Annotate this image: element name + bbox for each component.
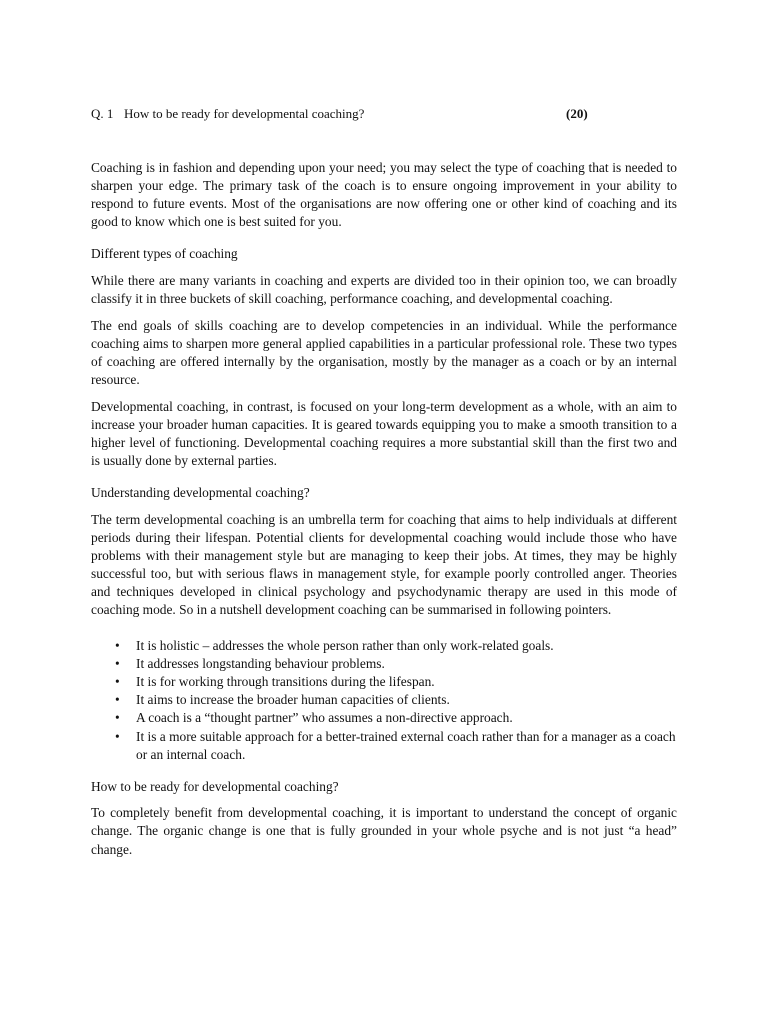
list-item-text: It is a more suitable approach for a better-trained external coach rather than for a manager as a coach or an internal coach. (136, 728, 676, 762)
question-text: How to be ready for developmental coaching? (124, 106, 365, 121)
bullet-dot: • (115, 656, 120, 672)
types-paragraph-1: While there are many variants in coaching and experts are divided too in their opinion too, we can broadly classify it in three buckets of skill coaching, performance coaching, and developmental coaching. (91, 272, 677, 307)
bullet-dot: • (115, 710, 120, 726)
types-paragraph-2: The end goals of skills coaching are to develop competencies in an individual. While the performance coaching aims to sharpen more general applied capabilities in a particular professional role. These two types of coaching are offered internally by the organisation, mostly by the manager as a coach or by an internal resource. (91, 317, 677, 387)
question-line (91, 105, 681, 123)
document-body (91, 159, 677, 867)
list-item-text: It aims to increase the broader human capacities of clients. (136, 692, 450, 708)
list-item-text: It addresses longstanding behaviour problems. (136, 656, 385, 672)
bullet-dot: • (115, 728, 120, 744)
question-number: Q. 1 (91, 106, 114, 121)
list-item (91, 655, 677, 673)
list-item (91, 728, 677, 764)
bullet-dot: • (115, 638, 120, 654)
ready-paragraph: To completely benefit from developmental coaching, it is important to understand the concept of organic change. The organic change is one that is fully grounded in your whole psyche and is not just “a head” change. (91, 805, 677, 857)
list-item (91, 637, 677, 655)
question-marks: (20) (566, 106, 588, 121)
section-heading-understanding: Understanding developmental coaching? (91, 484, 310, 500)
bullet-dot: • (115, 692, 120, 708)
list-item (91, 673, 677, 691)
list-item (91, 709, 677, 727)
intro-paragraph: Coaching is in fashion and depending upon your need; you may select the type of coaching that is needed to sharpen your edge. The primary task of the coach is to ensure ongoing improvement in your ability to respond to future events. Most of the organisations are now offering one or other kind of coaching and its good to know which one is best suited for you. (91, 160, 677, 230)
section-heading-types: Different types of coaching (91, 246, 238, 262)
bullet-list (91, 637, 677, 764)
list-item-text: A coach is a “thought partner” who assumes a non-directive approach. (136, 710, 513, 726)
types-paragraph-3: Developmental coaching, in contrast, is focused on your long-term development as a whole, with an aim to increase your broader human capacities. It is geared towards equipping you to make a smooth transition to a higher level of functioning. Developmental coaching requires a more substantial skill than the first two and is usually done by external parties. (91, 398, 677, 468)
list-item-text: It is for working through transitions during the lifespan. (136, 674, 435, 690)
section-heading-ready: How to be ready for developmental coaching? (91, 778, 339, 794)
list-item-text: It is holistic – addresses the whole person rather than only work-related goals. (136, 638, 554, 654)
list-item (91, 691, 677, 709)
understanding-paragraph: The term developmental coaching is an umbrella term for coaching that aims to help individuals at different periods during their lifespan. Potential clients for developmental coaching would include those who have problems with their management style but are managing to keep their jobs. At times, they may be highly successful too, but with serious flaws in management style, for example poorly controlled anger. Theories and techniques developed in clinical psychology and psychodynamic therapy are used in this mode of coaching mode. So in a nutshell development coaching can be summarised in following pointers. (91, 511, 677, 617)
bullet-dot: • (115, 674, 120, 690)
